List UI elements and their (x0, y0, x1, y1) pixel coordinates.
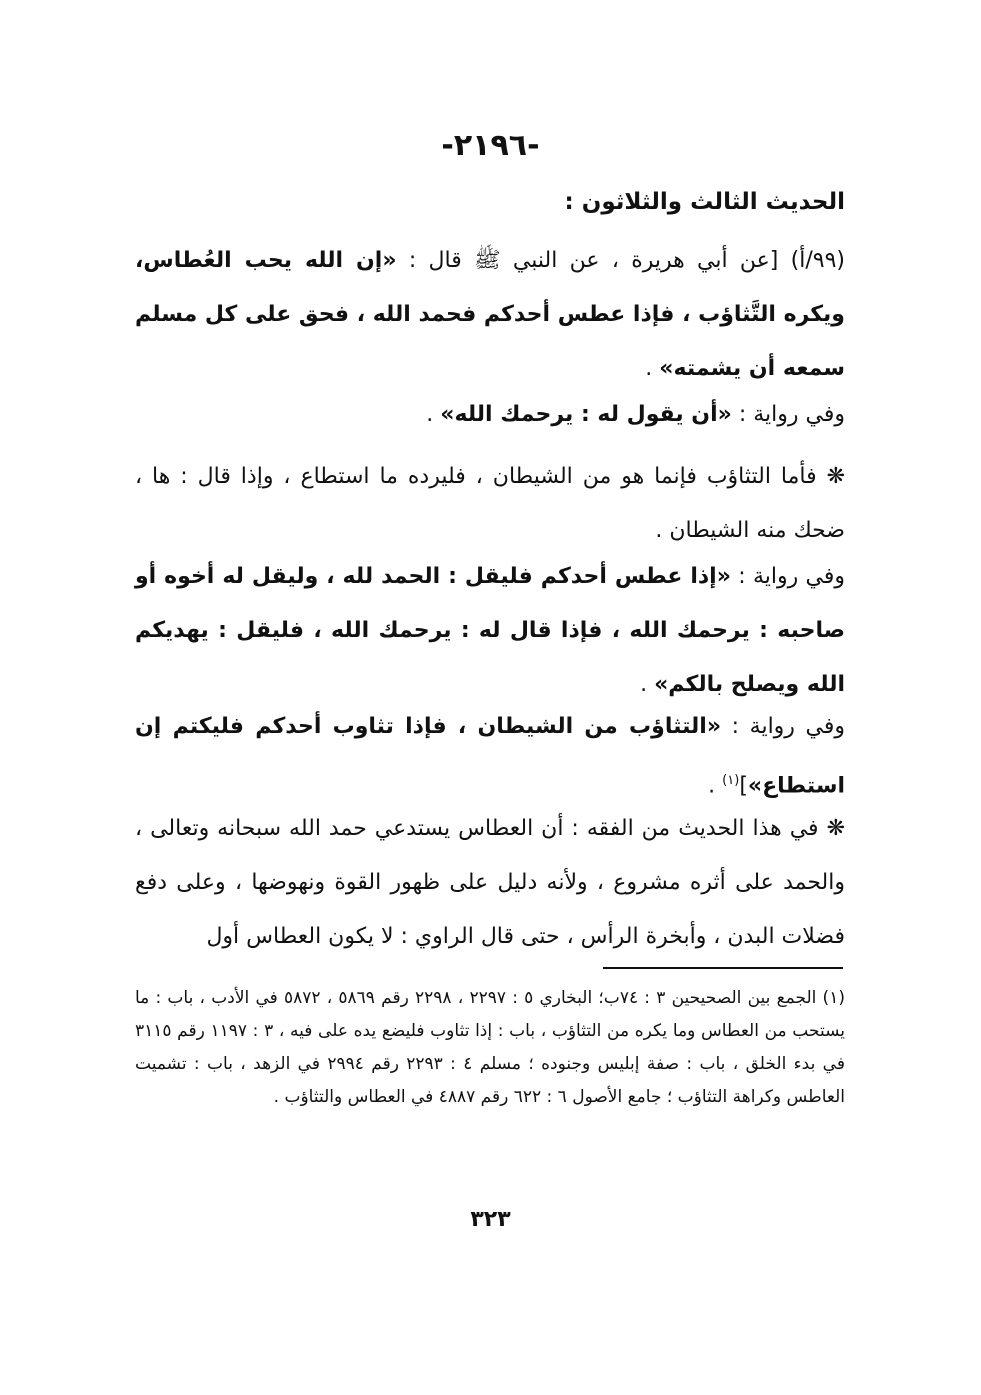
page-number: ٣٢٣ (470, 1207, 511, 1232)
narration-quote: «إذا عطس أحدكم فليقل : الحمد لله ، وليقل له أخوه أو صاحبه : يرحمك الله ، فإذا قال له : يرحمك الله ، فليقل : يهديكم الله ويصلح بالكم» (135, 564, 845, 697)
commentary-text: فأما التثاؤب فإنما هو من الشيطان ، فليرده ما استطاع ، وإذا قال : ها ، ضحك منه الشيطان . (135, 464, 845, 543)
paragraph-end: . (640, 672, 655, 697)
paragraph-end: . (645, 356, 660, 381)
narration-intro: وفي رواية : (721, 714, 845, 739)
closing-bracket: ] (739, 773, 748, 799)
paragraph-end: . (426, 402, 441, 427)
narration-paragraph (135, 550, 845, 712)
narration-paragraph (135, 388, 845, 442)
star-ornament-icon: ❋ (826, 816, 845, 841)
commentary-paragraph (135, 802, 845, 964)
commentary-paragraph (135, 450, 845, 558)
commentary-text: في هذا الحديث من الفقه : أن العطاس يستدعي حمد الله سبحانه وتعالى ، والحمد على أثره مشروع ، ولأنه دليل على ظهور القوة ونهوضها ، وعلى دفع فضلات البدن ، وأبخرة الرأس ، حتى قال الراوي : لا يكون العطاس أول (135, 816, 845, 949)
footnote: (١) الجمع بين الصحيحين ٣ : ٧٤ب؛ البخاري ٥ : ٢٢٩٧ ، ٢٢٩٨ رقم ٥٨٦٩ ، ٥٨٧٢ في الأدب ، باب : ما يستحب من العطاس وما يكره من التثاؤب ، باب : إذا تثاوب فليضع يده على فيه ، ٣ : ١١٩٧ رقم ٣١١٥ في بدء الخلق ، باب : صفة إبليس وجنوده ؛ مسلم ٤ : ٢٢٩٣ رقم ٢٩٩٤ في الزهد ، باب : تشميت العاطس وكراهة التثاؤب ؛ جامع الأصول ٦ : ٦٢٢ رقم ٤٨٨٧ في العطاس والتثاؤب . (135, 988, 845, 1107)
narration-intro: وفي رواية : (730, 564, 845, 589)
narration-intro: وفي رواية : (731, 402, 845, 427)
footnote-marker: (١) (722, 773, 740, 788)
narration-quote: «التثاؤب من الشيطان ، فإذا تثاوب أحدكم فليكتم إن استطاع» (135, 714, 845, 799)
footnote-divider (603, 967, 843, 969)
hadith-number-header: -٢١٩٦- (441, 128, 540, 163)
hadith-quote: «إن الله يحب العُطاس، ويكره التَّثاؤب ، فإذا عطس أحدكم فحمد الله ، فحق على كل مسلم سمعه أن يشمته» (135, 248, 845, 381)
star-ornament-icon: ❋ (826, 464, 845, 489)
section-heading: الحديث الثالث والثلاثون : (564, 189, 845, 215)
narration-quote: «أن يقول له : يرحمك الله» (440, 402, 732, 427)
hadith-paragraph (135, 234, 845, 396)
paragraph-end: . (708, 773, 723, 799)
hadith-reference: (٩٩/أ) [عن أبي هريرة ، عن النبي ﷺ قال : (396, 248, 845, 273)
narration-paragraph (135, 700, 845, 813)
